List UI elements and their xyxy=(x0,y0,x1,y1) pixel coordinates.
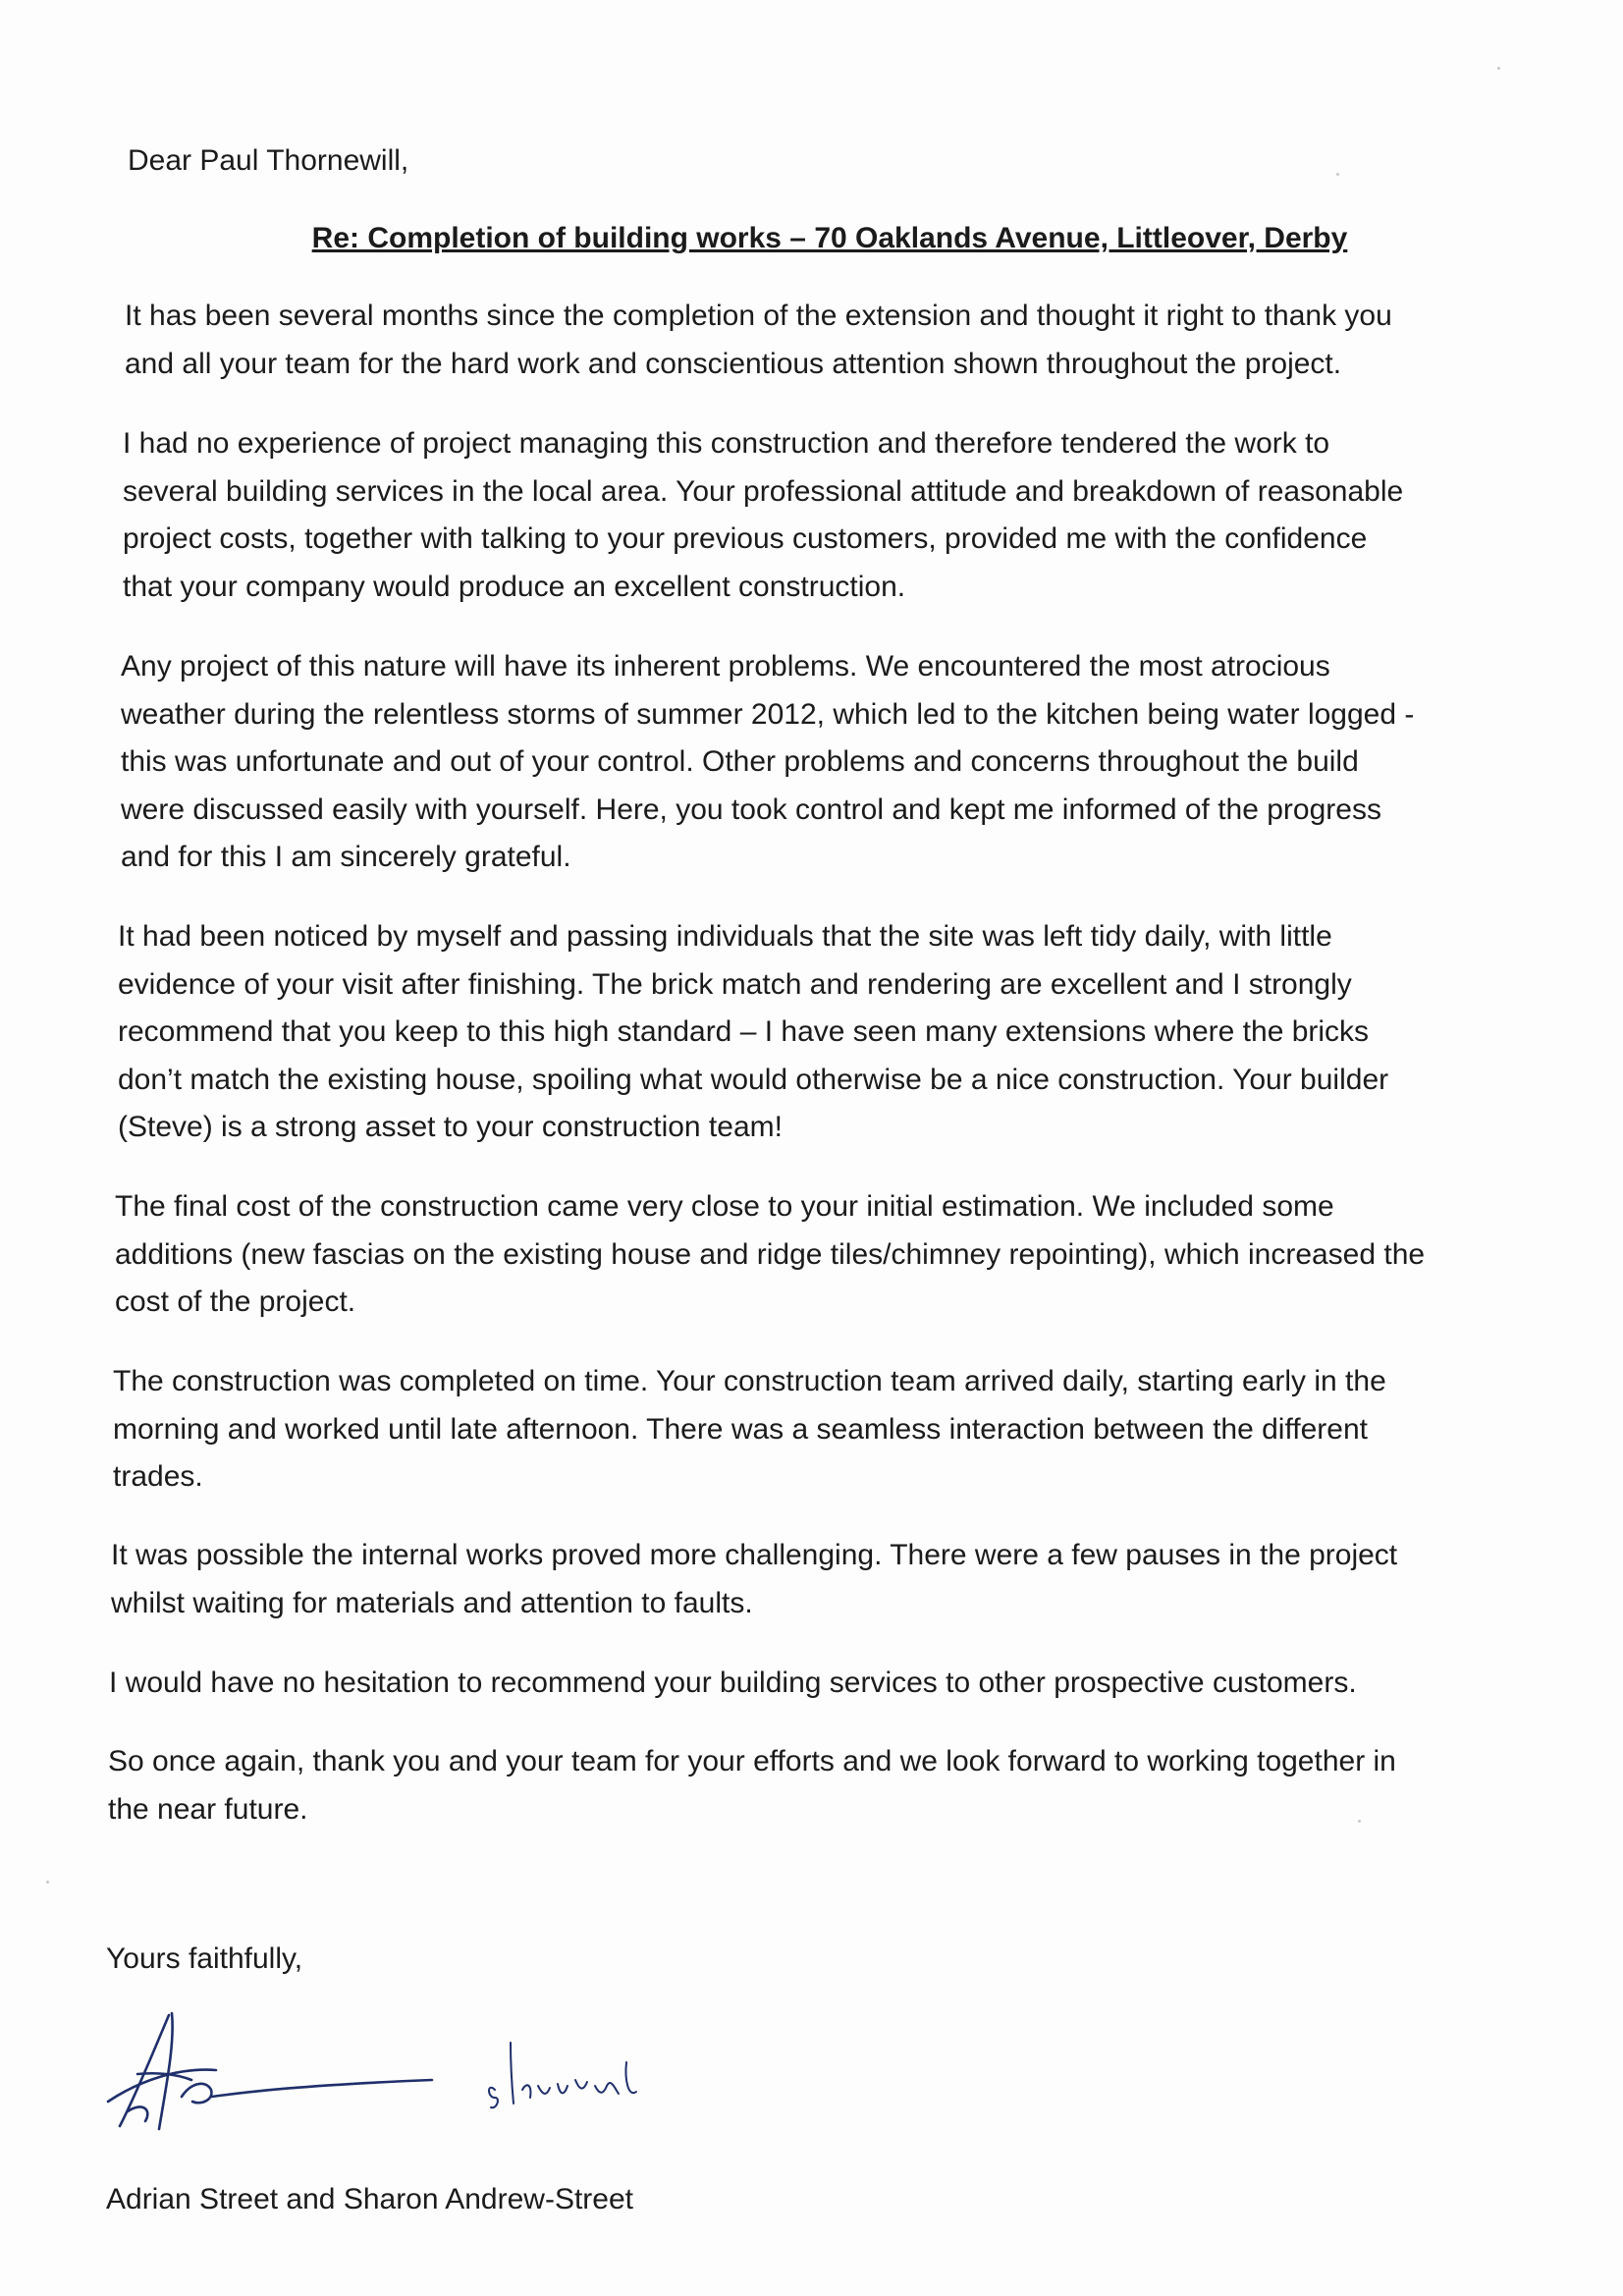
paragraph-final-cost xyxy=(115,1183,1425,1327)
paragraph-line: were discussed easily with yourself. Here, you took control and kept me informed of the progress xyxy=(121,793,1381,826)
paragraph-line: evidence of your visit after finishing. The brick match and rendering are excellent and I strongly xyxy=(118,967,1352,1001)
paragraph-line: project costs, together with talking to your previous customers, provided me with the confidence xyxy=(123,522,1368,555)
letter-signatories: Adrian Street and Sharon Andrew-Street xyxy=(106,2183,633,2215)
paragraph-line: recommend that you keep to this high standard – I have seen many extensions where the bricks xyxy=(118,1015,1370,1048)
letter-greeting: Dear Paul Thornewill, xyxy=(128,144,409,177)
paragraph-line: It has been several months since the completion of the extension and thought it right to thank you xyxy=(125,300,1392,332)
signature-sharon xyxy=(489,2043,636,2107)
paragraph-line: The final cost of the construction came very close to your initial estimation. We included some xyxy=(115,1190,1334,1223)
paragraph-line: don’t match the existing house, spoiling what would otherwise be a nice construction. Your builder xyxy=(118,1063,1389,1096)
paragraph-site-tidiness xyxy=(118,913,1388,1152)
paragraph-problems xyxy=(121,643,1414,882)
paragraph-line: weather during the relentless storms of summer 2012, which led to the kitchen being water logged - xyxy=(121,697,1415,731)
paragraph-tender xyxy=(123,420,1403,611)
scan-speck xyxy=(1358,1820,1361,1823)
paragraph-line: The construction was completed on time. Your construction team arrived daily, starting early in the xyxy=(113,1365,1386,1397)
paragraph-line: Any project of this nature will have its inherent problems. We encountered the most atrocious xyxy=(121,650,1330,683)
paragraph-line: So once again, thank you and your team for your efforts and we look forward to working together in xyxy=(108,1745,1396,1777)
paragraph-line: that your company would produce an excellent construction. xyxy=(123,570,906,603)
paragraph-line: and all your team for the hard work and conscientious attention shown throughout the project. xyxy=(125,347,1342,380)
paragraph-line: It was possible the internal works proved more challenging. There were a few pauses in the project xyxy=(111,1539,1398,1571)
paragraph-line: whilst waiting for materials and attention to faults. xyxy=(111,1586,753,1619)
paragraph-line: (Steve) is a strong asset to your construction team! xyxy=(118,1111,783,1143)
scan-speck xyxy=(1336,173,1339,176)
scan-speck xyxy=(46,1881,49,1884)
handwritten-signature xyxy=(98,2003,785,2141)
signature-adrian xyxy=(108,2013,432,2129)
paragraph-line: and for this I am sincerely grateful. xyxy=(121,841,571,873)
paragraph-line: cost of the project. xyxy=(115,1285,356,1318)
paragraph-line: It had been noticed by myself and passing individuals that the site was left tidy daily, with little xyxy=(118,920,1332,953)
paragraph-line: trades. xyxy=(113,1460,203,1493)
paragraph-line: this was unfortunate and out of your control. Other problems and concerns throughout the build xyxy=(121,745,1359,778)
paragraph-recommendation xyxy=(109,1660,1357,1708)
paragraph-internal-works xyxy=(111,1532,1397,1627)
paragraph-line: additions (new fascias on the existing house and ridge tiles/chimney repointing), which increased the xyxy=(115,1237,1426,1271)
paragraph-thanks xyxy=(125,293,1392,388)
paragraph-line: I had no experience of project managing this construction and therefore tendered the work to xyxy=(123,427,1330,460)
paragraph-on-time xyxy=(113,1358,1386,1502)
paragraph-line: several building services in the local area. Your professional attitude and breakdown of reasonable xyxy=(123,474,1404,508)
paragraph-line: morning and worked until late afternoon. There was a seamless interaction between the different xyxy=(113,1412,1368,1446)
paragraph-line: I would have no hesitation to recommend your building services to other prospective customers. xyxy=(109,1667,1357,1699)
paragraph-line: the near future. xyxy=(108,1792,308,1826)
letter-subject: Re: Completion of building works – 70 Oaklands Avenue, Littleover, Derby xyxy=(311,222,1348,254)
scan-speck xyxy=(1497,67,1500,70)
paragraph-thanks-again xyxy=(108,1738,1396,1833)
letter-closing: Yours faithfully, xyxy=(106,1942,303,1975)
